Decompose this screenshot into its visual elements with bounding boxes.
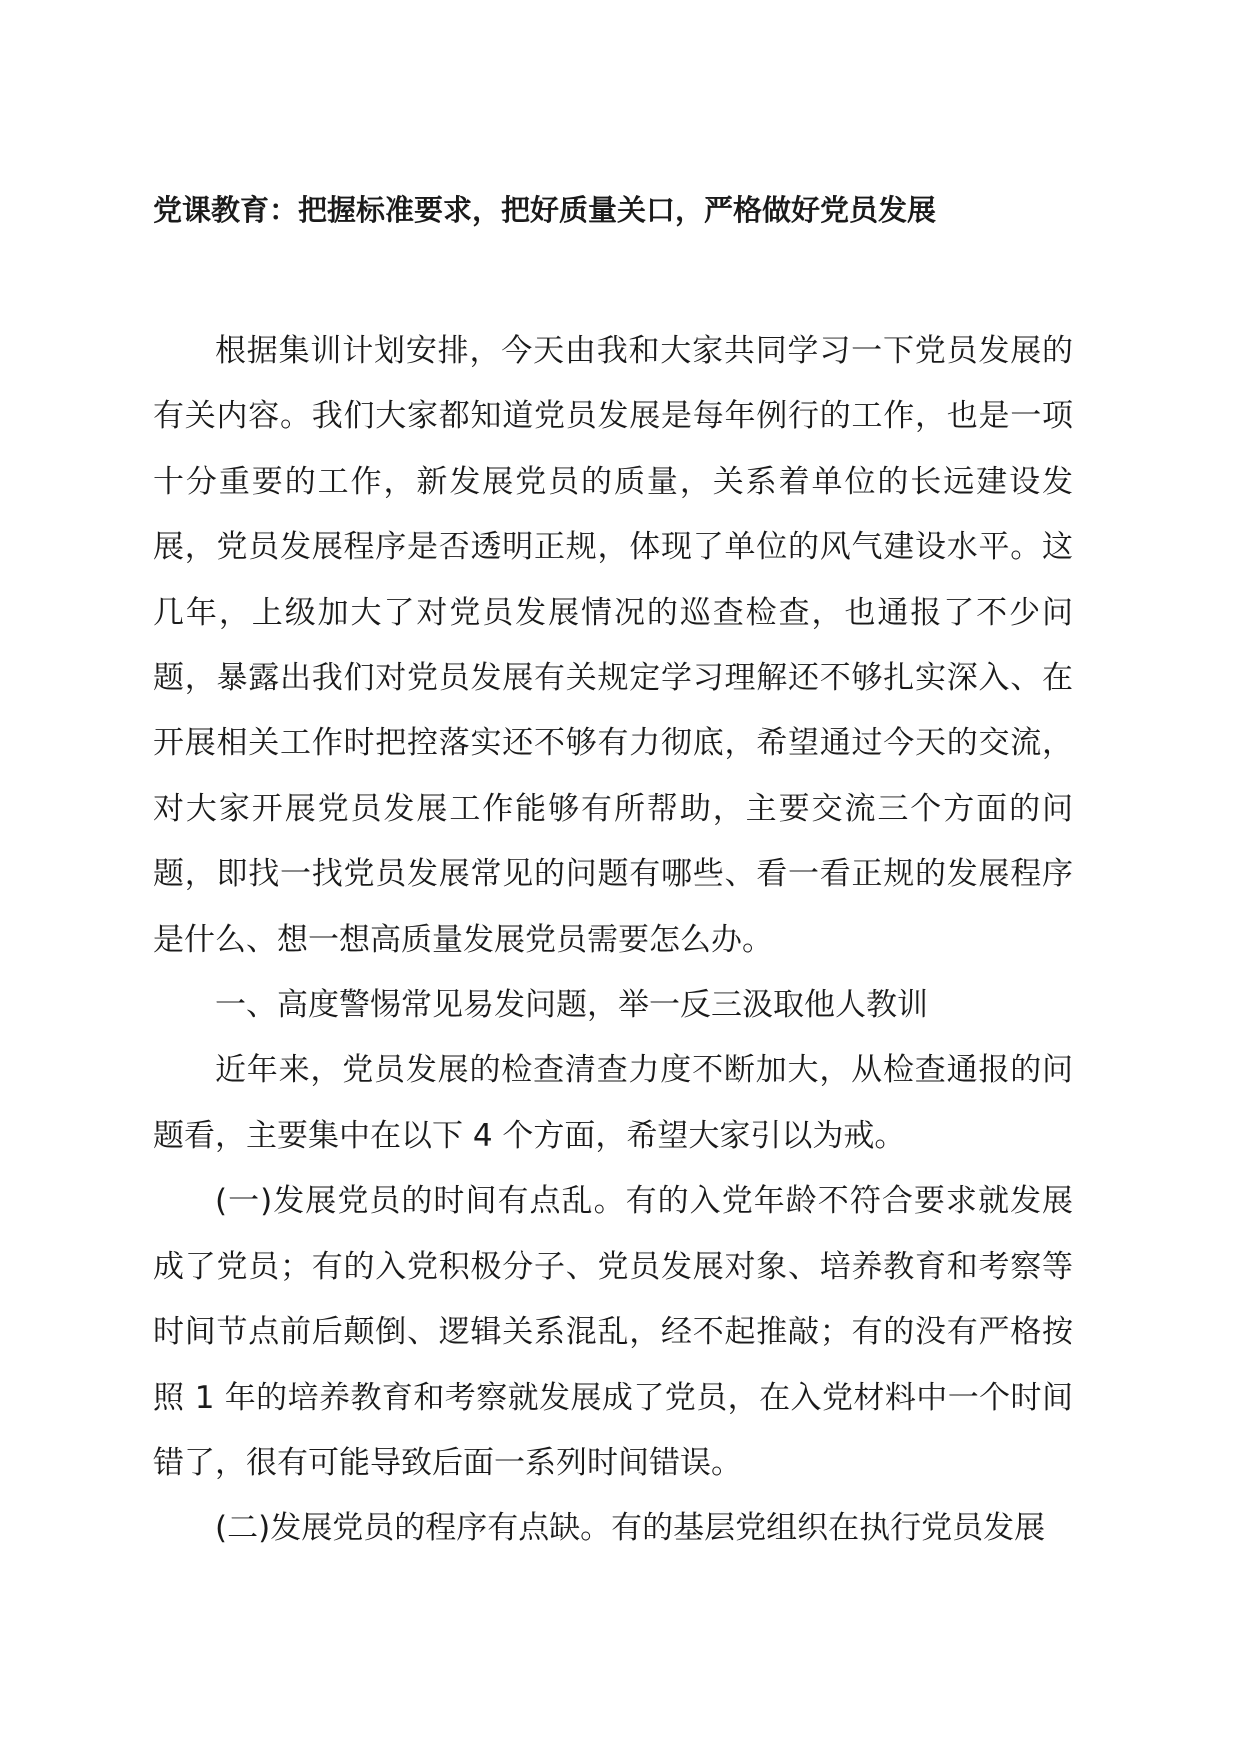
document-body xyxy=(153,319,1073,1562)
section-heading-1: 一、高度警惕常见易发问题，举一反三汲取他人教训 xyxy=(215,987,928,1024)
paragraph-point-2: (二)发展党员的程序有点缺。有的基层党组织在执行党员发展 xyxy=(215,1510,1046,1547)
paragraph-section-1-intro: 近年来，党员发展的检查清查力度不断加大，从检查通报的问题看，主要集中在以下 4 个方面，希望大家引以为戒。 xyxy=(153,1052,1073,1154)
document-title: 党课教育：把握标准要求，把好质量关口，严格做好党员发展 xyxy=(153,193,937,227)
paragraph-point-1: (一)发展党员的时间有点乱。有的入党年龄不符合要求就发展成了党员；有的入党积极分子、党员发展对象、培养教育和考察等时间节点前后颠倒、逻辑关系混乱，经不起推敲；有的没有严格按照 1 年的培养教育和考察就发展成了党员，在入党材料中一个时间错了，很有可能导致后面一系列时间错误。 xyxy=(153,1183,1073,1481)
paragraph-intro: 根据集训计划安排，今天由我和大家共同学习一下党员发展的有关内容。我们大家都知道党员发展是每年例行的工作，也是一项十分重要的工作，新发展党员的质量，关系着单位的长远建设发展，党员发展程序是否透明正规，体现了单位的风气建设水平。这几年，上级加大了对党员发展情况的巡查检查，也通报了不少问题，暴露出我们对党员发展有关规定学习理解还不够扎实深入、在开展相关工作时把控落实还不够有力彻底，希望通过今天的交流，对大家开展党员发展工作能够有所帮助，主要交流三个方面的问题，即找一找党员发展常见的问题有哪些、看一看正规的发展程序是什么、想一想高质量发展党员需要怎么办。 xyxy=(153,333,1073,958)
